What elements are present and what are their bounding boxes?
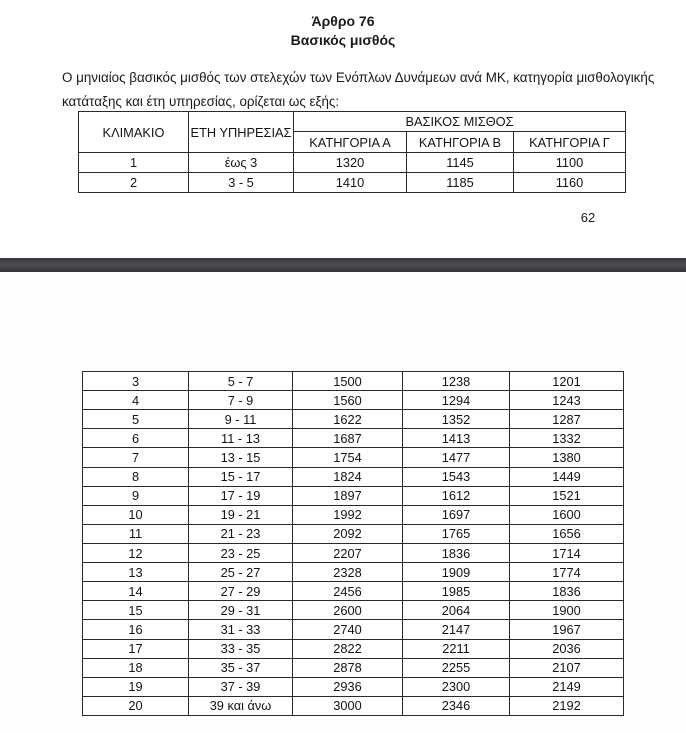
page-separator: [0, 258, 686, 272]
table-row: [83, 658, 624, 677]
header-vasikos-misthos: ΒΑΣΙΚΟΣ ΜΙΣΘΟΣ: [294, 112, 626, 132]
table-cell: 19 - 21: [189, 505, 293, 524]
table-cell: 1287: [510, 410, 624, 429]
article-heading: [0, 12, 686, 50]
table-cell: 2346: [403, 696, 510, 715]
table-row: [83, 582, 624, 601]
table-cell: 2878: [293, 658, 403, 677]
table-cell: 1100: [514, 153, 626, 173]
salary-table-page2: [82, 371, 624, 716]
table-row: [83, 563, 624, 582]
table-cell: 2092: [293, 524, 403, 543]
article-title: Άρθρο 76: [311, 13, 375, 29]
table-cell: 1294: [403, 391, 510, 410]
table-cell: 1500: [293, 372, 403, 391]
table-cell: 1687: [293, 429, 403, 448]
intro-paragraph-line1: Ο μηνιαίος βασικός μισθός των στελεχών των Ενόπλων Δυνάμεων ανά ΜΚ, κατηγορία μισθολογικής: [62, 70, 655, 85]
page-2: [0, 272, 686, 733]
table-cell: 2064: [403, 601, 510, 620]
table-cell: 13: [83, 563, 189, 582]
table-cell: έως 3: [189, 153, 294, 173]
table-cell: 2936: [293, 677, 403, 696]
table-cell: 1521: [510, 486, 624, 505]
table-cell: 1380: [510, 448, 624, 467]
table-cell: 29 - 31: [189, 601, 293, 620]
table-cell: 2147: [403, 620, 510, 639]
table-cell: 1992: [293, 505, 403, 524]
intro-paragraph-line2: κατάταξης και έτη υπηρεσίας, ορίζεται ως εξής:: [62, 93, 340, 109]
table-row: [83, 524, 624, 543]
table-cell: 25 - 27: [189, 563, 293, 582]
table-cell: 1900: [510, 601, 624, 620]
table-cell: 11: [83, 524, 189, 543]
table-row: [83, 696, 624, 715]
table-cell: 19: [83, 677, 189, 696]
table-cell: 9 - 11: [189, 410, 293, 429]
table-row: [83, 639, 624, 658]
table-cell: 1185: [407, 173, 514, 193]
table-cell: 15: [83, 601, 189, 620]
table-cell: 18: [83, 658, 189, 677]
article-subtitle: Βασικός μισθός: [290, 32, 396, 48]
table-cell: 1413: [403, 429, 510, 448]
table-cell: 1754: [293, 448, 403, 467]
table-cell: 16: [83, 620, 189, 639]
table-row: [83, 601, 624, 620]
table-row: [83, 429, 624, 448]
table-cell: 15 - 17: [189, 467, 293, 486]
table-cell: 3 - 5: [189, 173, 294, 193]
table-cell: 1622: [293, 410, 403, 429]
table-cell: 17 - 19: [189, 486, 293, 505]
table-row: [83, 505, 624, 524]
table-cell: 2822: [293, 639, 403, 658]
table-cell: 27 - 29: [189, 582, 293, 601]
table-header-row: [79, 112, 626, 132]
table-row: [83, 391, 624, 410]
table-cell: 1897: [293, 486, 403, 505]
table-cell: 1: [79, 153, 189, 173]
table-cell: 33 - 35: [189, 639, 293, 658]
table-cell: 1774: [510, 563, 624, 582]
table-cell: 2600: [293, 601, 403, 620]
table-row: [83, 486, 624, 505]
table-row: [83, 543, 624, 562]
table-cell: 2107: [510, 658, 624, 677]
table-row: [83, 677, 624, 696]
table-cell: 1201: [510, 372, 624, 391]
table-cell: 12: [83, 543, 189, 562]
table-cell: 7 - 9: [189, 391, 293, 410]
table-cell: 1824: [293, 467, 403, 486]
header-eti-ypiresias: ΕΤΗ ΥΠΗΡΕΣΙΑΣ: [189, 112, 294, 153]
table-cell: 20: [83, 696, 189, 715]
page-1: [0, 0, 686, 258]
table-cell: 6: [83, 429, 189, 448]
table-cell: 17: [83, 639, 189, 658]
table-cell: 2456: [293, 582, 403, 601]
table-cell: 2036: [510, 639, 624, 658]
table-cell: 2211: [403, 639, 510, 658]
table-cell: 1836: [403, 543, 510, 562]
header-katigoria-a: ΚΑΤΗΓΟΡΙΑ Α: [294, 132, 407, 153]
table-cell: 3: [83, 372, 189, 391]
table-cell: 37 - 39: [189, 677, 293, 696]
table-row: [83, 448, 624, 467]
table-cell: 1985: [403, 582, 510, 601]
table-cell: 13 - 15: [189, 448, 293, 467]
table-cell: 39 και άνω: [189, 696, 293, 715]
table-cell: 1238: [403, 372, 510, 391]
table-cell: 1714: [510, 543, 624, 562]
table-cell: 9: [83, 486, 189, 505]
table-cell: 1477: [403, 448, 510, 467]
header-klimakio: ΚΛΙΜΑΚΙΟ: [79, 112, 189, 153]
table-cell: 31 - 33: [189, 620, 293, 639]
table-row: [79, 153, 626, 173]
table-cell: 1543: [403, 467, 510, 486]
table-cell: 21 - 23: [189, 524, 293, 543]
table-row: [83, 620, 624, 639]
table-cell: 5: [83, 410, 189, 429]
salary-table-page1: [78, 111, 626, 193]
table-cell: 1656: [510, 524, 624, 543]
table-cell: 2149: [510, 677, 624, 696]
table-cell: 1697: [403, 505, 510, 524]
table-cell: 1410: [294, 173, 407, 193]
table-cell: 3000: [293, 696, 403, 715]
table-cell: 1836: [510, 582, 624, 601]
table-cell: 2192: [510, 696, 624, 715]
table-cell: 1449: [510, 467, 624, 486]
table-cell: 2207: [293, 543, 403, 562]
table-cell: 2: [79, 173, 189, 193]
header-katigoria-c: ΚΑΤΗΓΟΡΙΑ Γ: [514, 132, 626, 153]
table-cell: 8: [83, 467, 189, 486]
table-cell: 35 - 37: [189, 658, 293, 677]
table-row: [83, 467, 624, 486]
table-cell: 1612: [403, 486, 510, 505]
page-number: 62: [580, 210, 596, 225]
table-cell: 1145: [407, 153, 514, 173]
table-cell: 5 - 7: [189, 372, 293, 391]
table-cell: 10: [83, 505, 189, 524]
table-cell: 2300: [403, 677, 510, 696]
table-cell: 1243: [510, 391, 624, 410]
table-cell: 1160: [514, 173, 626, 193]
table-cell: 1600: [510, 505, 624, 524]
table-cell: 2740: [293, 620, 403, 639]
table-cell: 11 - 13: [189, 429, 293, 448]
table-cell: 2255: [403, 658, 510, 677]
table-cell: 1332: [510, 429, 624, 448]
table-cell: 14: [83, 582, 189, 601]
table-cell: 1352: [403, 410, 510, 429]
table-cell: 1320: [294, 153, 407, 173]
table-row: [79, 173, 626, 193]
table-cell: 1909: [403, 563, 510, 582]
intro-paragraph: [62, 66, 655, 113]
table-cell: 23 - 25: [189, 543, 293, 562]
table-row: [83, 372, 624, 391]
table-cell: 1560: [293, 391, 403, 410]
table-cell: 2328: [293, 563, 403, 582]
table-cell: 4: [83, 391, 189, 410]
table-cell: 1765: [403, 524, 510, 543]
table-cell: 1967: [510, 620, 624, 639]
table-row: [83, 410, 624, 429]
table-cell: 7: [83, 448, 189, 467]
header-katigoria-b: ΚΑΤΗΓΟΡΙΑ Β: [407, 132, 514, 153]
